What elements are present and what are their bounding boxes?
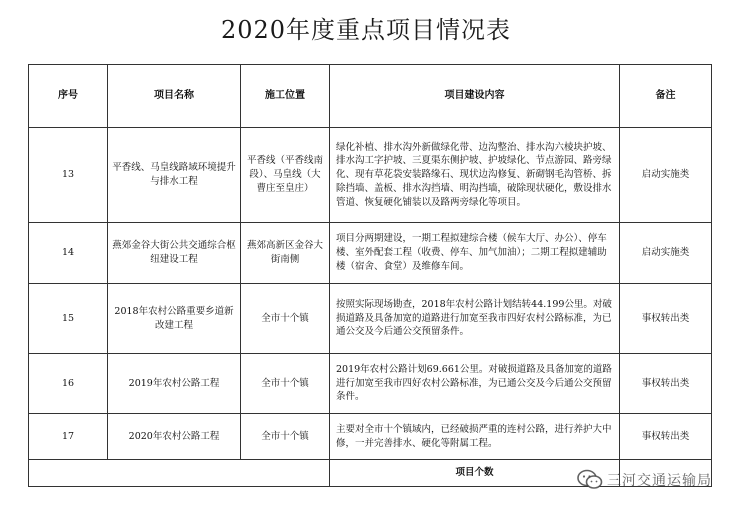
- table-row: [29, 284, 712, 354]
- cell-remark: 启动实施类: [620, 223, 712, 284]
- cell-content: 2019年农村公路计划69.661公里。对破损道路及具备加宽的道路进行加宽至我市四好农村公路标准，为已通公交及今后通公交预留条件。: [330, 354, 620, 414]
- header-remark: 备注: [620, 65, 712, 128]
- project-table: [28, 64, 712, 487]
- cell-remark: 事权转出类: [620, 354, 712, 414]
- cell-location: 全市十个镇: [241, 414, 330, 460]
- cell-location: 平香线（平香线南段）、马皇线（大曹庄至皇庄）: [241, 128, 330, 223]
- cell-location: 燕郊高新区金谷大街南侧: [241, 223, 330, 284]
- cell-name: 2020年农村公路工程: [108, 414, 241, 460]
- table-header-row: [29, 65, 712, 128]
- cell-name: 2019年农村公路工程: [108, 354, 241, 414]
- cell-name: 燕郊金谷大街公共交通综合枢纽建设工程: [108, 223, 241, 284]
- cell-content: 绿化补植、排水沟外新做绿化带、边沟整治、排水沟六棱块护坡、排水沟工字护坡、三夏渠东侧护坡、护坡绿化、节点游园、路旁绿化、现有草花袋安装路缘石、现状边沟修复、新砌钢毛沟管桥、拆除挡墙、盖板、排水沟挡墙、明沟挡墙，破除现状硬化，敷设排水管道、恢复硬化铺装以及路两旁绿化等项目。: [330, 128, 620, 223]
- total-label: 项目个数: [330, 460, 620, 487]
- table-row: [29, 128, 712, 223]
- cell-no: 13: [29, 128, 108, 223]
- total-blank-cell: [29, 460, 330, 487]
- cell-location: 全市十个镇: [241, 354, 330, 414]
- cell-no: 15: [29, 284, 108, 354]
- header-name: 项目名称: [108, 65, 241, 128]
- table-row: [29, 414, 712, 460]
- cell-remark: 事权转出类: [620, 414, 712, 460]
- page-title: 2020年度重点项目情况表: [220, 16, 512, 44]
- header-content: 项目建设内容: [330, 65, 620, 128]
- cell-content: 按照实际现场勘查，2018年农村公路计划结转44.199公里。对破损道路及具备加宽的道路进行加宽至我市四好农村公路标准，为已通公交及今后通公交预留条件。: [330, 284, 620, 354]
- cell-content: 主要对全市十个镇域内，已经破损严重的连村公路，进行养护大中修，一并完善排水、硬化等附属工程。: [330, 414, 620, 460]
- header-location: 施工位置: [241, 65, 330, 128]
- watermark-text: 三河交通运输局: [607, 473, 712, 489]
- watermark: [577, 469, 712, 491]
- cell-no: 16: [29, 354, 108, 414]
- cell-name: 2018年农村公路重要乡道新改建工程: [108, 284, 241, 354]
- cell-remark: 启动实施类: [620, 128, 712, 223]
- cell-name: 平香线、马皇线路域环境提升与排水工程: [108, 128, 241, 223]
- cell-remark: 事权转出类: [620, 284, 712, 354]
- cell-content: 项目分两期建设，一期工程拟建综合楼（候车大厅、办公）、停车楼、室外配套工程（收费、停车、加气加油）；二期工程拟建辅助楼（宿舍、食堂）及维修车间。: [330, 223, 620, 284]
- cell-no: 14: [29, 223, 108, 284]
- table-row: [29, 223, 712, 284]
- cell-no: 17: [29, 414, 108, 460]
- table-row: [29, 354, 712, 414]
- wechat-icon: [577, 469, 603, 491]
- cell-location: 全市十个镇: [241, 284, 330, 354]
- header-no: 序号: [29, 65, 108, 128]
